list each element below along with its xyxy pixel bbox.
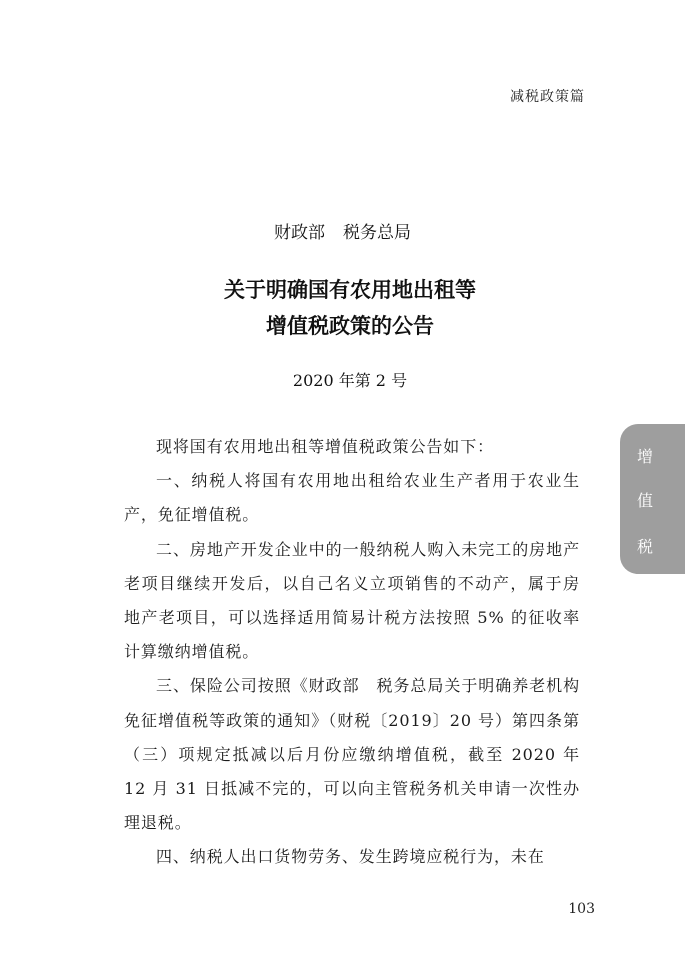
document-number: 2020 年第 2 号	[292, 371, 408, 390]
paragraph-intro: 现将国有农用地出租等增值税政策公告如下：	[156, 437, 495, 456]
section-tab-char-3: 税	[636, 537, 653, 556]
section-tab-vat	[620, 424, 685, 574]
page-number: 103	[568, 901, 595, 917]
section-tab-char-2: 值	[636, 491, 653, 510]
announcement-body	[124, 430, 580, 875]
title-line-2: 增值税政策的公告	[266, 313, 434, 338]
document-title	[0, 272, 685, 344]
title-line-1: 关于明确国有农用地出租等	[224, 277, 476, 302]
paragraph-item-3: 三、保险公司按照《财政部 税务总局关于明确养老机构免征增值税等政策的通知》（财税〔2019〕20 号）第四条第（三）项规定抵减以后月份应缴纳增值税，截至 2020 年 12 月 31 日抵减不完的，可以向主管税务机关申请一次性办理退税。	[124, 676, 580, 833]
issuing-authorities	[0, 218, 685, 243]
paragraph-item-4: 四、纳税人出口货物劳务、发生跨境应税行为，未在	[156, 847, 545, 867]
issuer-ministry-of-finance: 财政部	[274, 223, 325, 243]
paragraph-item-1: 一、纳税人将国有农用地出租给农业生产者用于农业生产，免征增值税。	[124, 471, 580, 525]
running-head: 减税政策篇	[510, 89, 585, 105]
paragraph-item-2: 二、房地产开发企业中的一般纳税人购入未完工的房地产老项目继续开发后，以自己名义立项销售的不动产，属于房地产老项目，可以选择适用简易计税方法按照 5% 的征收率计算缴纳增值税。	[124, 539, 580, 662]
issuer-state-taxation-administration: 税务总局	[343, 223, 411, 243]
section-tab-char-1: 增	[636, 447, 653, 466]
